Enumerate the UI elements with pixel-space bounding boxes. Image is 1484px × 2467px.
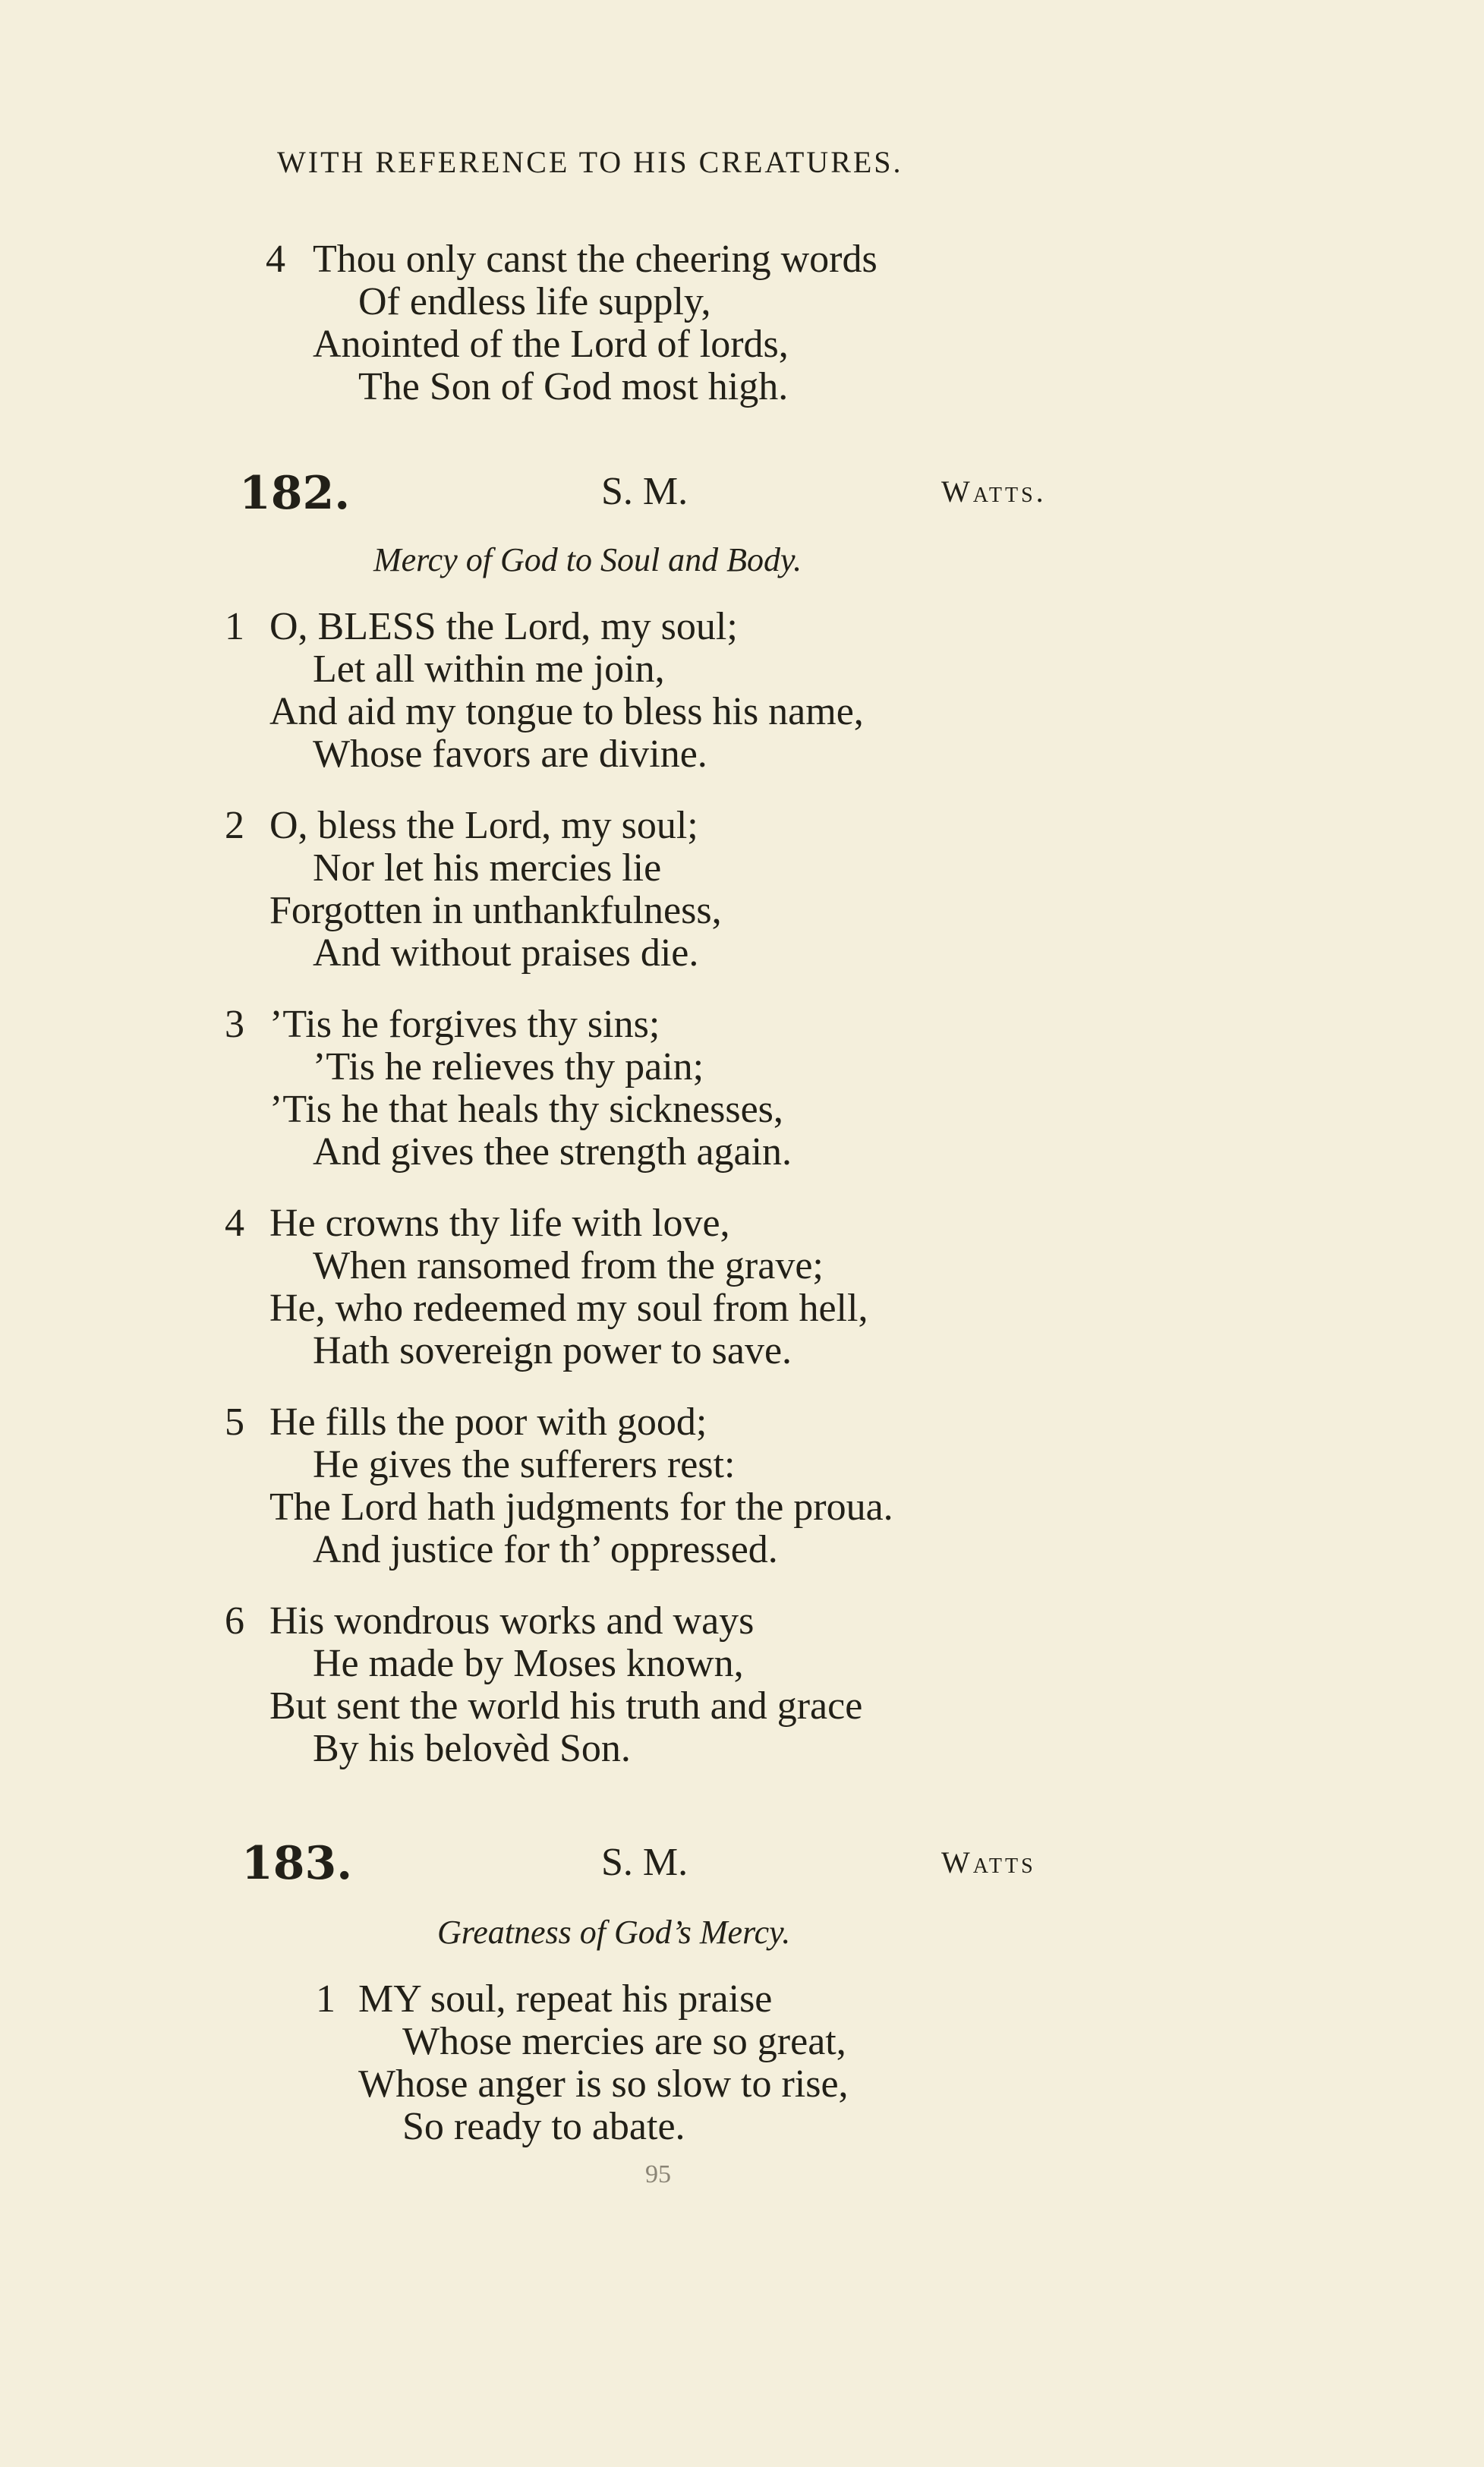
- stanza-number: 2: [225, 804, 244, 847]
- stanza-line: So ready to abate.: [402, 2105, 685, 2148]
- stanza-line: He, who redeemed my soul from hell,: [269, 1287, 868, 1330]
- hymn-title: Greatness of God’s Mercy.: [437, 1914, 791, 1951]
- stanza-line: ’Tis he forgives thy sins;: [269, 1003, 660, 1046]
- stanza-number: 1: [316, 1977, 336, 2021]
- stanza-line: Hath sovereign power to save.: [313, 1329, 792, 1372]
- stanza-line: O, bless the Lord, my soul;: [269, 804, 698, 847]
- stanza-line: And justice for th’ oppressed.: [313, 1528, 778, 1571]
- stanza-line: Let all within me join,: [313, 647, 665, 691]
- stanza-line: He gives the sufferers rest:: [313, 1443, 736, 1486]
- stanza-line: And without praises die.: [313, 931, 699, 975]
- stanza-line: ’Tis he relieves thy pain;: [313, 1045, 704, 1089]
- stanza-line: MY soul, repeat his praise: [358, 1977, 773, 2021]
- hymn-number: 183.: [241, 1837, 353, 1890]
- stanza-number: 6: [225, 1599, 244, 1643]
- stanza-line: ’Tis he that heals thy sicknesses,: [269, 1088, 783, 1131]
- hymn-number: 182.: [239, 467, 351, 520]
- stanza-line: He fills the poor with good;: [269, 1400, 707, 1444]
- stanza-line: O, BLESS the Lord, my soul;: [269, 605, 738, 648]
- hymn-author: Watts.: [941, 474, 1047, 509]
- hymn-author: Watts: [941, 1845, 1036, 1879]
- stanza-line: He crowns thy life with love,: [269, 1202, 730, 1245]
- stanza-line: Whose mercies are so great,: [402, 2020, 846, 2063]
- stanza-line: By his belovèd Son.: [313, 1727, 631, 1770]
- stanza-number: 3: [225, 1003, 244, 1046]
- stanza-line: When ransomed from the grave;: [313, 1244, 824, 1287]
- stanza-line: Of endless life supply,: [358, 280, 711, 323]
- stanza-number: 1: [225, 605, 244, 648]
- hymn-meter: S. M.: [601, 470, 688, 513]
- hymn-title: Mercy of God to Soul and Body.: [373, 541, 802, 578]
- stanza-line: And aid my tongue to bless his name,: [269, 690, 864, 733]
- stanza-line: His wondrous works and ways: [269, 1599, 755, 1643]
- stanza-line: Whose anger is so slow to rise,: [358, 2062, 849, 2106]
- stanza-line: Forgotten in unthankfulness,: [269, 889, 722, 932]
- stanza-number: 4: [266, 238, 285, 281]
- stanza-line: He made by Moses known,: [313, 1642, 744, 1685]
- stanza-line: The Son of God most high.: [358, 365, 789, 408]
- hymn-meter: S. M.: [601, 1841, 688, 1884]
- stanza-line: Anointed of the Lord of lords,: [313, 323, 789, 366]
- stanza-line: And gives thee strength again.: [313, 1130, 792, 1174]
- stanza-number: 4: [225, 1202, 244, 1245]
- stanza-line: The Lord hath judgments for the proua.: [269, 1486, 893, 1529]
- stanza-line: Whose favors are divine.: [313, 733, 707, 776]
- page-number: 95: [645, 2160, 671, 2188]
- running-head: WITH REFERENCE TO HIS CREATURES.: [277, 145, 903, 179]
- stanza-line: But sent the world his truth and grace: [269, 1684, 863, 1728]
- stanza-line: Nor let his mercies lie: [313, 846, 662, 890]
- stanza-line: Thou only canst the cheering words: [313, 238, 877, 281]
- stanza-number: 5: [225, 1400, 244, 1444]
